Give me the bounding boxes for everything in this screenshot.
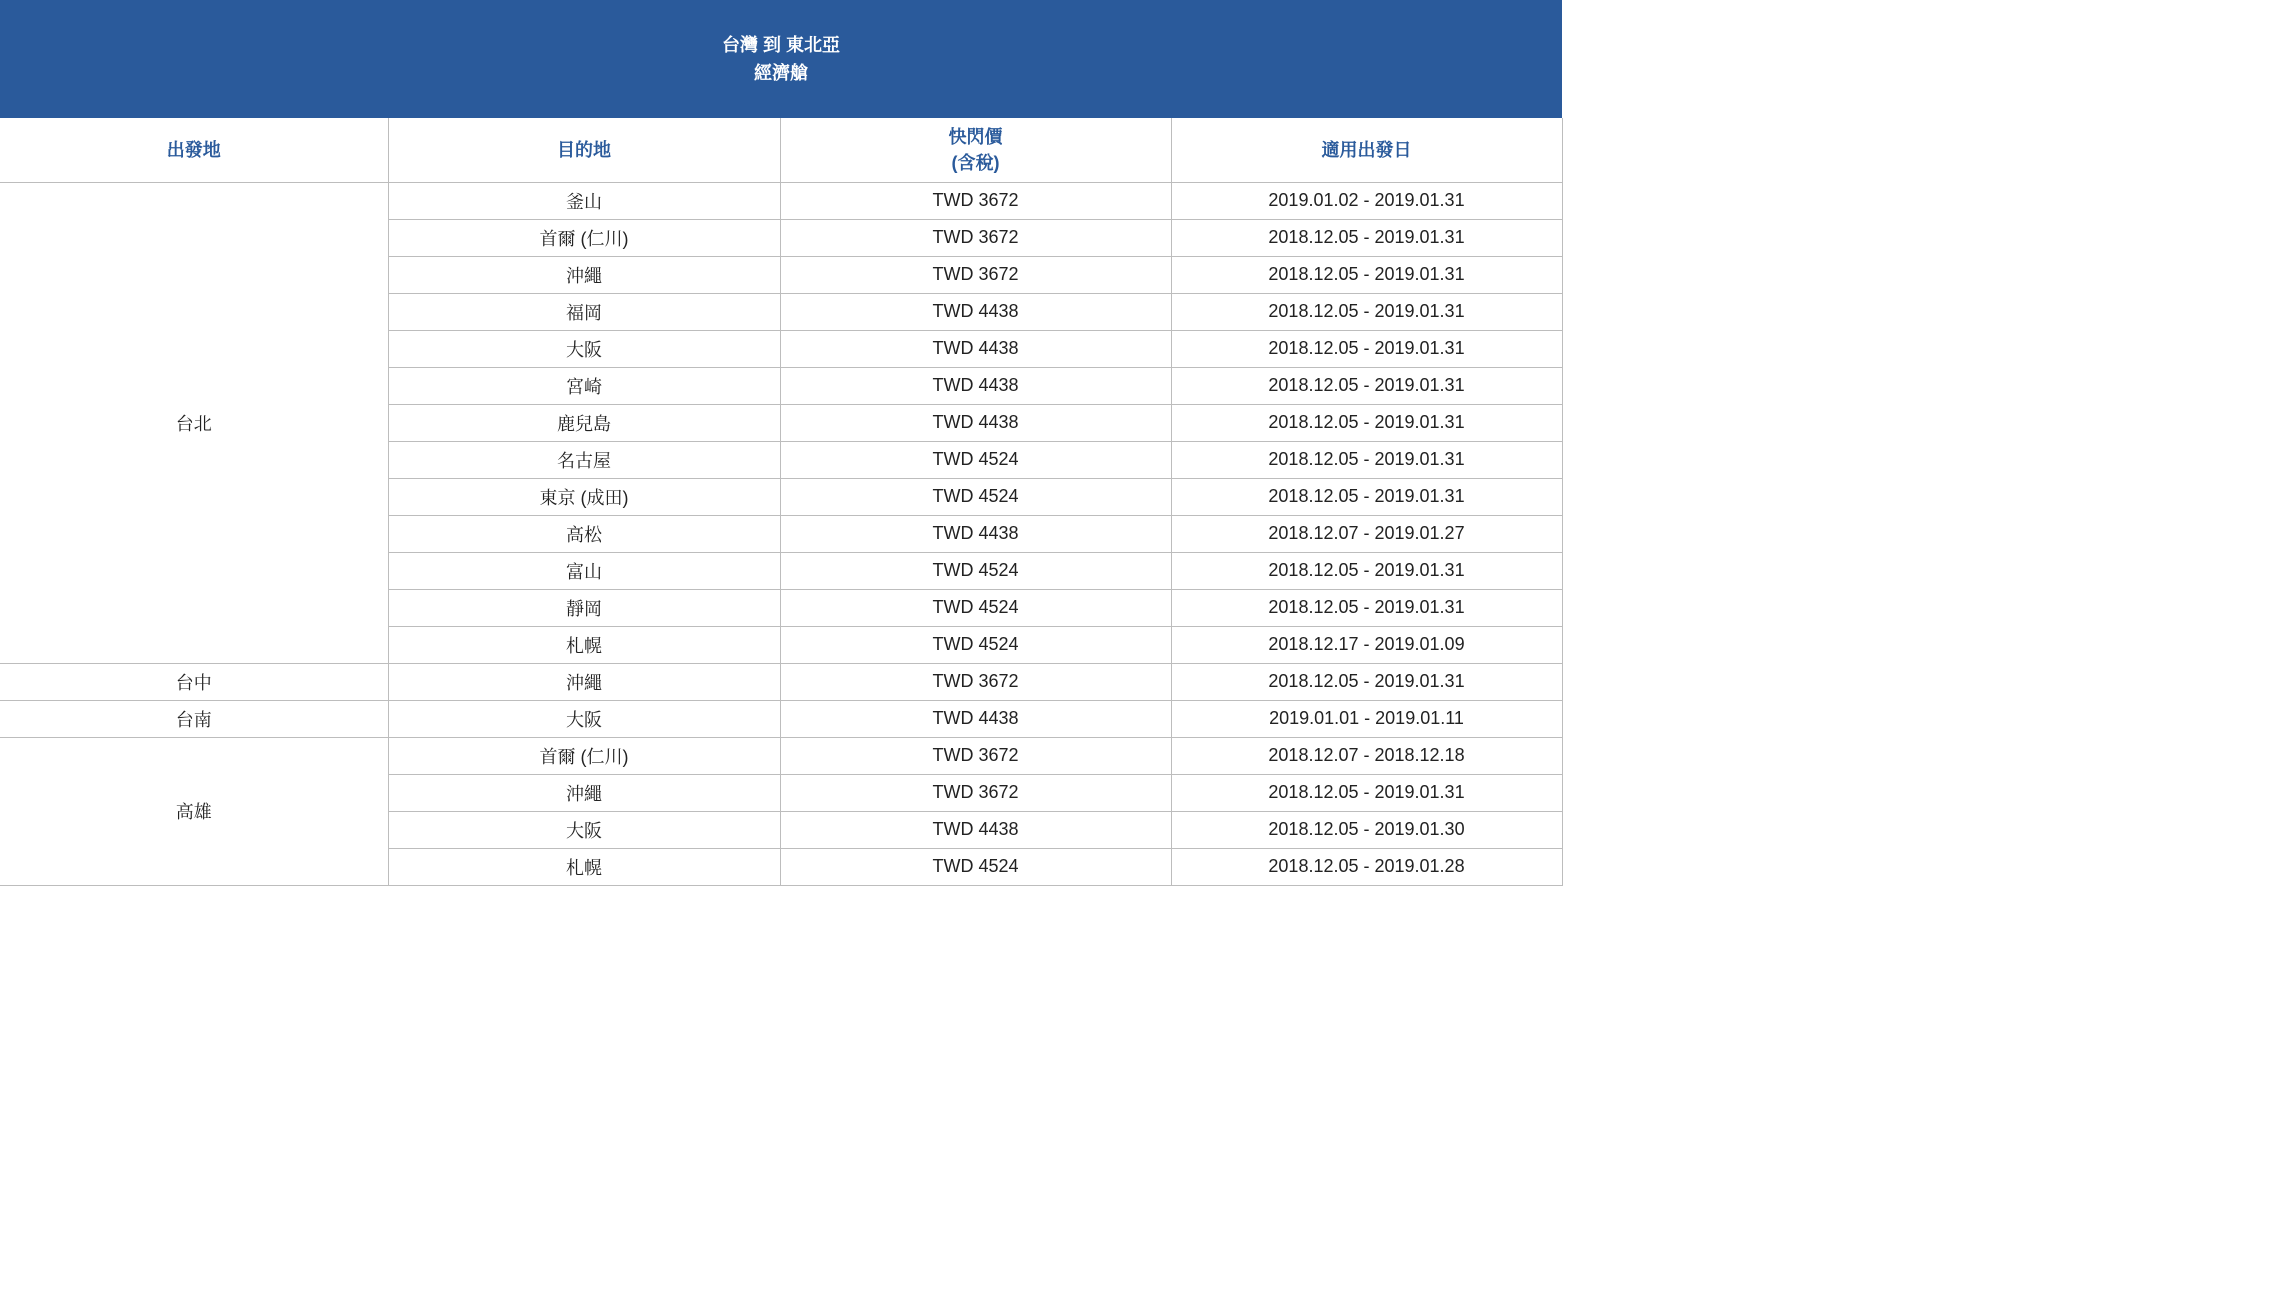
price-cell: TWD 4438 <box>780 367 1171 404</box>
destination-cell: 東京 (成田) <box>388 478 780 515</box>
dates-cell: 2018.12.07 - 2018.12.18 <box>1171 737 1562 774</box>
price-cell: TWD 4438 <box>780 515 1171 552</box>
dates-cell: 2019.01.02 - 2019.01.31 <box>1171 182 1562 219</box>
origin-cell: 台中 <box>0 663 388 700</box>
banner-cabin-class: 經濟艙 <box>754 63 808 83</box>
price-cell: TWD 4438 <box>780 330 1171 367</box>
price-cell: TWD 4438 <box>780 700 1171 737</box>
column-header-destination: 目的地 <box>388 118 780 182</box>
destination-cell: 靜岡 <box>388 589 780 626</box>
destination-cell: 沖繩 <box>388 256 780 293</box>
dates-cell: 2019.01.01 - 2019.01.11 <box>1171 700 1562 737</box>
destination-cell: 福岡 <box>388 293 780 330</box>
dates-cell: 2018.12.05 - 2019.01.31 <box>1171 330 1562 367</box>
dates-cell: 2018.12.05 - 2019.01.31 <box>1171 219 1562 256</box>
dates-cell: 2018.12.05 - 2019.01.30 <box>1171 811 1562 848</box>
dates-cell: 2018.12.05 - 2019.01.31 <box>1171 774 1562 811</box>
destination-cell: 沖繩 <box>388 663 780 700</box>
destination-cell: 釜山 <box>388 182 780 219</box>
price-cell: TWD 4438 <box>780 293 1171 330</box>
dates-cell: 2018.12.05 - 2019.01.31 <box>1171 367 1562 404</box>
column-header-dates: 適用出發日 <box>1171 118 1562 182</box>
price-header-line1: 快閃價 <box>948 126 1003 147</box>
table-row <box>0 700 1562 737</box>
destination-cell: 富山 <box>388 552 780 589</box>
destination-cell: 大阪 <box>388 330 780 367</box>
price-header-line2: (含稅) <box>951 152 1000 173</box>
fare-table <box>0 118 1563 886</box>
destination-cell: 首爾 (仁川) <box>388 737 780 774</box>
price-cell: TWD 4438 <box>780 811 1171 848</box>
origin-cell: 台北 <box>0 182 388 663</box>
price-cell: TWD 3672 <box>780 219 1171 256</box>
destination-cell: 札幌 <box>388 848 780 885</box>
dates-cell: 2018.12.05 - 2019.01.31 <box>1171 293 1562 330</box>
destination-cell: 首爾 (仁川) <box>388 219 780 256</box>
dates-cell: 2018.12.05 - 2019.01.31 <box>1171 552 1562 589</box>
table-row <box>0 182 1562 219</box>
dates-cell: 2018.12.05 - 2019.01.31 <box>1171 478 1562 515</box>
fare-table-body <box>0 182 1562 885</box>
price-cell: TWD 3672 <box>780 663 1171 700</box>
table-row <box>0 737 1562 774</box>
destination-cell: 大阪 <box>388 811 780 848</box>
dates-cell: 2018.12.05 - 2019.01.31 <box>1171 589 1562 626</box>
destination-cell: 高松 <box>388 515 780 552</box>
banner-title: 台灣 到 東北亞 <box>721 35 840 55</box>
destination-cell: 宮崎 <box>388 367 780 404</box>
dates-cell: 2018.12.07 - 2019.01.27 <box>1171 515 1562 552</box>
destination-cell: 名古屋 <box>388 441 780 478</box>
price-cell: TWD 4438 <box>780 404 1171 441</box>
column-header-origin: 出發地 <box>0 118 388 182</box>
fare-table-header-row <box>0 118 1562 182</box>
price-cell: TWD 3672 <box>780 774 1171 811</box>
price-cell: TWD 3672 <box>780 256 1171 293</box>
price-cell: TWD 4524 <box>780 626 1171 663</box>
destination-cell: 大阪 <box>388 700 780 737</box>
destination-cell: 沖繩 <box>388 774 780 811</box>
price-cell: TWD 4524 <box>780 441 1171 478</box>
price-cell: TWD 4524 <box>780 552 1171 589</box>
dates-cell: 2018.12.05 - 2019.01.31 <box>1171 256 1562 293</box>
dates-cell: 2018.12.05 - 2019.01.31 <box>1171 663 1562 700</box>
dates-cell: 2018.12.17 - 2019.01.09 <box>1171 626 1562 663</box>
price-cell: TWD 4524 <box>780 848 1171 885</box>
dates-cell: 2018.12.05 - 2019.01.31 <box>1171 404 1562 441</box>
dates-cell: 2018.12.05 - 2019.01.28 <box>1171 848 1562 885</box>
column-header-price <box>780 118 1171 182</box>
fare-table-banner <box>0 0 1562 118</box>
price-cell: TWD 4524 <box>780 478 1171 515</box>
table-row <box>0 663 1562 700</box>
destination-cell: 札幌 <box>388 626 780 663</box>
origin-cell: 高雄 <box>0 737 388 885</box>
destination-cell: 鹿兒島 <box>388 404 780 441</box>
price-cell: TWD 3672 <box>780 182 1171 219</box>
dates-cell: 2018.12.05 - 2019.01.31 <box>1171 441 1562 478</box>
price-cell: TWD 3672 <box>780 737 1171 774</box>
origin-cell: 台南 <box>0 700 388 737</box>
price-cell: TWD 4524 <box>780 589 1171 626</box>
